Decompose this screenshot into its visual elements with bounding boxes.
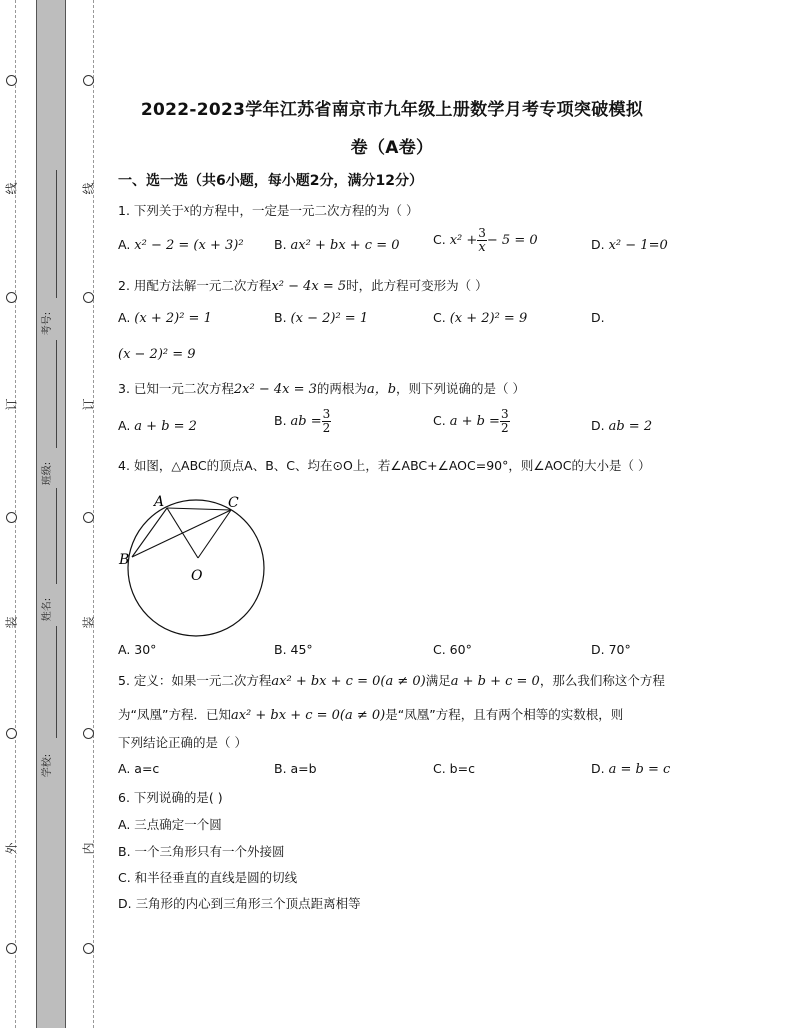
circle-triangle-figure bbox=[118, 492, 270, 638]
q1-stem-text-b: 的方程中，一定是一元二次方程的为（ ） bbox=[189, 203, 419, 218]
q6-option-c: C. 和半径垂直的直线是圆的切线 bbox=[118, 870, 298, 885]
question-2-stem bbox=[118, 276, 488, 294]
option-math: a + b = 2 bbox=[134, 419, 197, 434]
exam-number-label: 考号: bbox=[42, 311, 54, 336]
segment-co bbox=[198, 510, 231, 558]
fraction bbox=[500, 408, 510, 435]
q1-stem-var: x bbox=[183, 204, 190, 215]
option-label: D. bbox=[591, 418, 605, 433]
option-label: C. bbox=[433, 413, 446, 428]
binding-hole bbox=[6, 512, 17, 523]
fraction-numerator: 3 bbox=[322, 407, 331, 421]
option-label: A. bbox=[118, 237, 131, 252]
option-label: C. bbox=[433, 232, 446, 247]
q2-option-a bbox=[118, 310, 212, 326]
q5-text: 是“凤凰”方程，且有两个相等的实数根，则 bbox=[385, 707, 624, 722]
q4-option-a: A. 30° bbox=[118, 642, 157, 657]
question-5-line3: 下列结论正确的是（ ） bbox=[118, 735, 247, 750]
q1-option-a bbox=[118, 237, 244, 253]
exam-title-line1: 2022-2023学年江苏省南京市九年级上册数学月考专项突破模拟 bbox=[140, 100, 644, 120]
fraction-denominator: x bbox=[478, 240, 486, 255]
q2-stem-math: x² − 4x = 5 bbox=[271, 279, 347, 294]
q4-option-d: D. 70° bbox=[591, 642, 631, 657]
gray-binding-band bbox=[36, 0, 66, 1028]
question-3-stem bbox=[118, 378, 525, 397]
q5-text: 满足 bbox=[425, 673, 451, 688]
segment-ab bbox=[132, 508, 167, 557]
option-math: ab = 2 bbox=[608, 419, 653, 434]
q5-text: ，那么我们称这个方程 bbox=[539, 673, 665, 688]
option-label: B. bbox=[274, 413, 287, 428]
margin-char-xian-inner: 线 bbox=[81, 182, 96, 195]
q1-option-d bbox=[591, 237, 668, 253]
school-label: 学校: bbox=[42, 753, 54, 778]
fraction-denominator: 2 bbox=[322, 421, 331, 435]
margin-char-wai-outer: 外 bbox=[4, 842, 19, 855]
option-math: x² − 1=0 bbox=[608, 238, 668, 253]
q2-stem-text-b: 时，此方程可变形为（ ） bbox=[346, 278, 488, 293]
q3-stem-text-b: 的两根为 bbox=[316, 381, 367, 396]
q2-option-d-label: D. bbox=[591, 310, 605, 325]
q3-option-d bbox=[591, 418, 652, 434]
margin-char-ding-outer: 订 bbox=[4, 398, 19, 411]
option-label: A. bbox=[118, 310, 131, 325]
exam-title-line2: 卷（A卷） bbox=[350, 138, 434, 158]
q3-stem-text-c: ，则下列说确的是（ ） bbox=[396, 381, 525, 396]
option-math: a + b = bbox=[449, 414, 500, 429]
binding-hole bbox=[6, 943, 17, 954]
point-label-a: A bbox=[154, 494, 165, 510]
binding-hole bbox=[6, 292, 17, 303]
name-label: 姓名: bbox=[42, 597, 54, 622]
q2-option-d bbox=[118, 346, 196, 362]
question-6-stem: 6. 下列说确的是( ) bbox=[118, 790, 223, 805]
q3-stem-text-a: 3. 已知一元二次方程 bbox=[118, 381, 234, 396]
binding-hole bbox=[83, 75, 94, 86]
q4-option-b: B. 45° bbox=[274, 642, 313, 657]
q5-option-d bbox=[591, 761, 670, 777]
q2-option-b bbox=[274, 310, 368, 326]
segment-bc bbox=[132, 510, 231, 557]
option-math: (x − 2)² = 1 bbox=[290, 311, 369, 326]
q1-option-c bbox=[433, 227, 538, 254]
point-label-b: B bbox=[119, 552, 130, 568]
point-label-o: O bbox=[191, 568, 203, 584]
margin-char-zhuang-outer: 装 bbox=[4, 616, 19, 629]
class-line bbox=[56, 340, 57, 448]
q6-option-b: B. 一个三角形只有一个外接圆 bbox=[118, 844, 285, 859]
binding-hole bbox=[83, 943, 94, 954]
question-4-stem: 4. 如图，△ABC的顶点A、B、C、均在⊙O上，若∠ABC+∠AOC=90°，则∠AOC的大小是（ ） bbox=[118, 458, 651, 473]
option-math: (x + 2)² = 9 bbox=[449, 311, 528, 326]
question-5-line1 bbox=[118, 671, 665, 689]
fraction bbox=[322, 408, 332, 435]
question-1-stem bbox=[118, 201, 419, 219]
option-math: ax² + bx + c = 0 bbox=[290, 238, 400, 253]
class-label: 班级: bbox=[42, 461, 54, 486]
option-math: (x + 2)² = 1 bbox=[134, 311, 212, 326]
q1-option-b bbox=[274, 237, 400, 253]
option-label: D. bbox=[591, 761, 605, 776]
fraction-numerator: 3 bbox=[478, 226, 486, 240]
option-math: ab = bbox=[290, 414, 322, 429]
q5-option-b: B. a=b bbox=[274, 761, 317, 776]
school-line bbox=[56, 626, 57, 738]
question-5-line2 bbox=[118, 705, 623, 723]
section-title: 一、选一选（共6小题，每小题2分，满分12分） bbox=[118, 173, 423, 189]
q2-stem-text-a: 2. 用配方法解一元二次方程 bbox=[118, 278, 272, 293]
fraction bbox=[477, 227, 487, 254]
binding-hole bbox=[6, 728, 17, 739]
q6-option-a: A. 三点确定一个圆 bbox=[118, 817, 222, 832]
option-label: C. bbox=[433, 310, 446, 325]
binding-hole bbox=[6, 75, 17, 86]
option-math: − 5 = 0 bbox=[486, 233, 538, 248]
option-math: x² − 2 = (x + 3)² bbox=[134, 238, 244, 253]
q5-math: ax² + bx + c = 0(a ≠ 0) bbox=[271, 674, 426, 689]
option-math: x² + bbox=[449, 233, 478, 248]
q3-stem-vars: a，b bbox=[366, 382, 397, 397]
option-label: B. bbox=[274, 237, 287, 252]
binding-hole bbox=[83, 728, 94, 739]
q3-stem-math: 2x² − 4x = 3 bbox=[233, 382, 317, 397]
q1-stem-text-a: 1. 下列关于 bbox=[118, 203, 184, 218]
margin-char-nei-inner: 内 bbox=[81, 842, 96, 855]
exam-number-line bbox=[56, 170, 57, 298]
q2-option-c bbox=[433, 310, 527, 326]
option-label: D. bbox=[591, 237, 605, 252]
option-label: B. bbox=[274, 310, 287, 325]
fraction-numerator: 3 bbox=[500, 407, 509, 421]
q4-option-c: C. 60° bbox=[433, 642, 472, 657]
margin-char-zhuang-inner: 装 bbox=[81, 616, 96, 629]
q5-text: 5. 定义：如果一元二次方程 bbox=[118, 673, 272, 688]
q5-option-a: A. a=c bbox=[118, 761, 160, 776]
option-math: a = b = c bbox=[608, 762, 671, 777]
segment-ao bbox=[167, 508, 198, 558]
q3-option-a bbox=[118, 418, 197, 434]
name-line bbox=[56, 488, 57, 584]
q6-option-d: D. 三角形的内心到三角形三个顶点距离相等 bbox=[118, 896, 361, 911]
fraction-denominator: 2 bbox=[500, 421, 509, 435]
q3-option-c bbox=[433, 408, 510, 435]
q5-text: 为“凤凰”方程．已知 bbox=[118, 707, 231, 722]
q5-math: ax² + bx + c = 0(a ≠ 0) bbox=[230, 708, 386, 723]
segment-ac bbox=[167, 508, 231, 510]
binding-hole bbox=[83, 292, 94, 303]
option-math: (x − 2)² = 9 bbox=[118, 347, 196, 362]
margin-char-xian-outer: 线 bbox=[4, 182, 19, 195]
margin-char-ding-inner: 订 bbox=[81, 398, 96, 411]
q3-option-b bbox=[274, 408, 331, 435]
q5-math: a + b + c = 0 bbox=[450, 674, 540, 689]
q5-option-c: C. b=c bbox=[433, 761, 475, 776]
binding-hole bbox=[83, 512, 94, 523]
option-label: A. bbox=[118, 418, 131, 433]
point-label-c: C bbox=[228, 495, 239, 511]
